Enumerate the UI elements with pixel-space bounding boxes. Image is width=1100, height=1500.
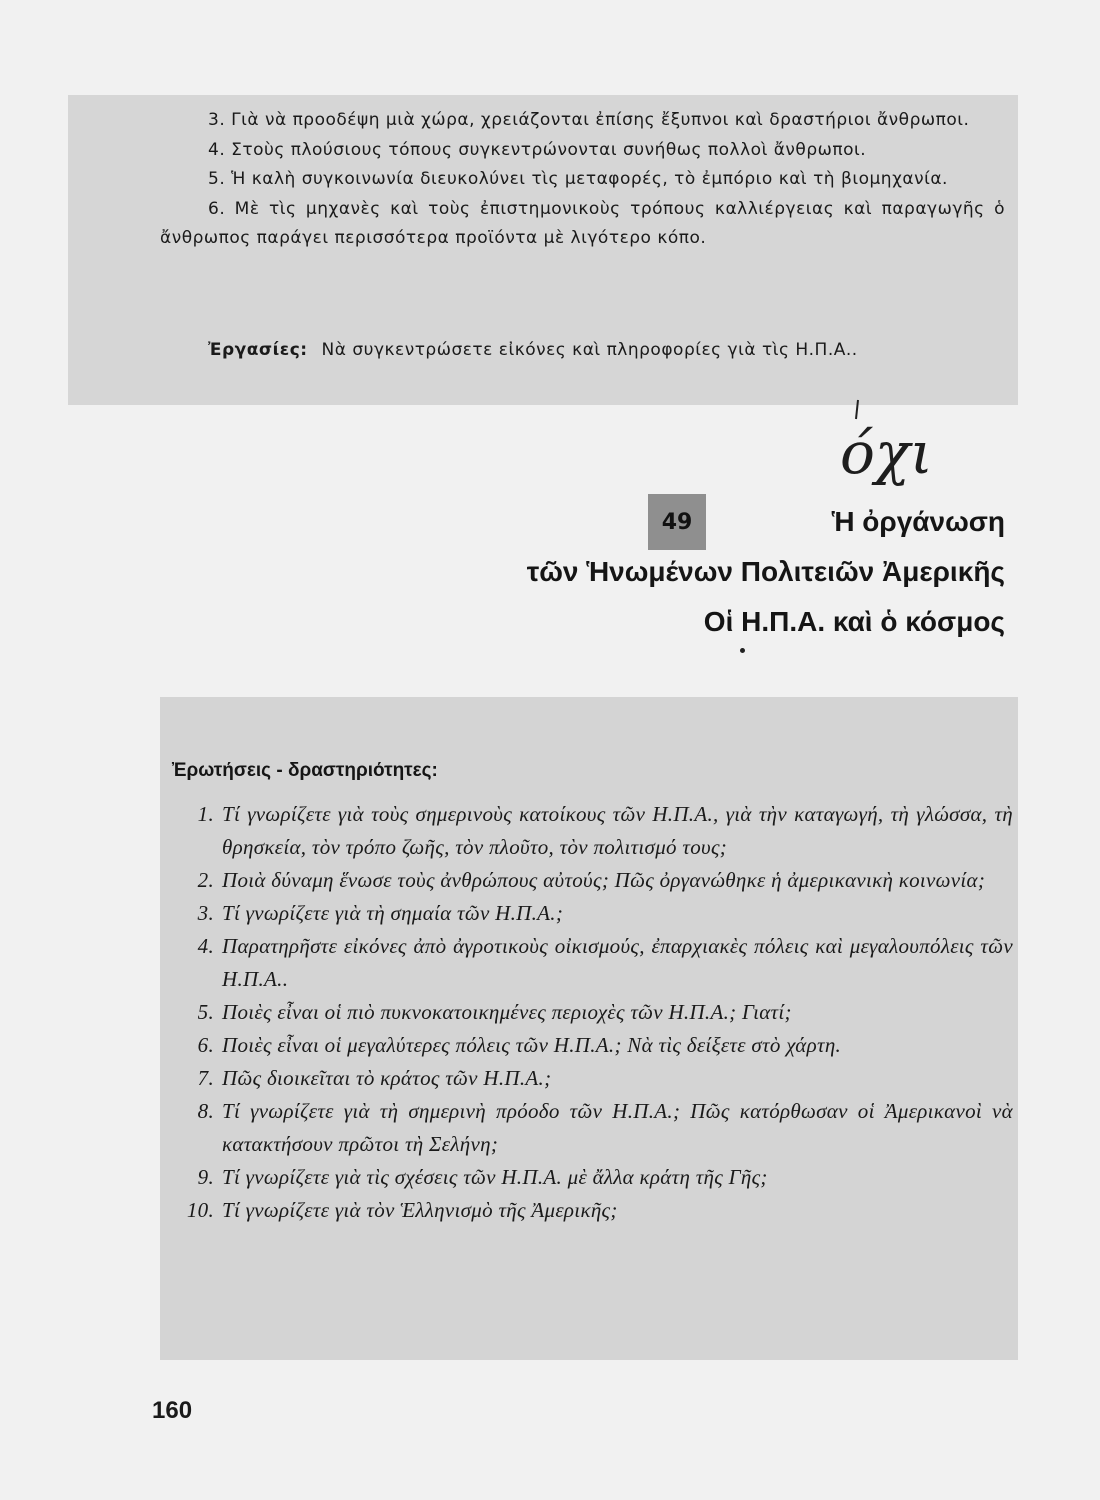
question-item: 5. Ποιὲς εἶναι οἱ πιὸ πυκνοκατοικημένες περιοχὲς τῶν Η.Π.Α.; Γιατί; (197, 1000, 792, 1024)
question-item: 7. Πῶς διοικεῖται τὸ κράτος τῶν Η.Π.Α.; (197, 1066, 552, 1090)
question-item: 1. Τί γνωρίζετε γιὰ τοὺς σημερινοὺς κατοίκους τῶν Η.Π.Α., γιὰ τὴν καταγωγή, τὴ γλώσσα, τὴ θρησκεία, τὸν τρόπο ζωῆς, τὸν πλοῦτο, τὸν πολιτισμό τους; (197, 802, 1013, 859)
intro-point-4: 4. Στοὺς πλούσιους τόπους συγκεντρώνονται συνήθως πολλοὶ ἄνθρωποι. (208, 139, 867, 160)
tasks-text: Νὰ συγκεντρώσετε εἰκόνες καὶ πληροφορίες γιὰ τὶς Η.Π.Α.. (321, 340, 858, 360)
chapter-title-line-2: τῶν Ἡνωμένων Πολιτειῶν Ἀμερικῆς (526, 556, 1005, 587)
questions-list (168, 798, 1013, 1227)
intro-point-5: 5. Ἡ καλὴ συγκοινωνία διευκολύνει τὶς μεταφορές, τὸ ἐμπόριο καὶ τὴ βιομηχανία. (208, 169, 948, 189)
stray-mark (740, 648, 745, 653)
chapter-title-line-3: Οἱ Η.Π.Α. καὶ ὁ κόσμος (703, 606, 1005, 637)
question-item: 4. Παρατηρῆστε εἰκόνες ἀπὸ ἀγροτικοὺς οἰκισμούς, ἐπαρχιακὲς πόλεις καὶ μεγαλουπόλεις τῶν Η.Π.Α.. (197, 934, 1013, 991)
question-item: 9. Τί γνωρίζετε γιὰ τὶς σχέσεις τῶν Η.Π.Α. μὲ ἄλλα κράτη τῆς Γῆς; (197, 1165, 768, 1189)
handwritten-tick (856, 400, 858, 419)
intro-point-6: 6. Μὲ τὶς μηχανὲς καὶ τοὺς ἐπιστημονικοὺς τρόπους καλλιέργειας καὶ παραγωγῆς ὁ ἄνθρωπος παράγει περισσότερα προϊόντα μὲ λιγότερο κόπο. (160, 198, 1005, 248)
tasks-label: Ἐργασίες: (208, 340, 308, 360)
questions-header: Ἐρωτήσεις - δραστηριότητες: (172, 760, 438, 781)
question-item: 10. Τί γνωρίζετε γιὰ τὸν Ἑλληνισμὸ τῆς Ἀμερικῆς; (186, 1198, 618, 1222)
intro-points (160, 106, 1005, 254)
chapter-number-badge: 49 (648, 494, 706, 550)
question-item: 8. Τί γνωρίζετε γιὰ τὴ σημερινὴ πρόοδο τῶν Η.Π.Α.; Πῶς κατόρθωσαν οἱ Ἀμερικανοὶ νὰ κατακτήσουν πρῶτοι τὴ Σελήνη; (197, 1099, 1013, 1156)
intro-point-3: 3. Γιὰ νὰ προοδέψη μιὰ χώρα, χρειάζονται ἐπίσης ἔξυπνοι καὶ δραστήριοι ἄνθρωποι. (208, 110, 970, 130)
page-number: 160 (152, 1397, 193, 1424)
question-item: 6. Ποιὲς εἶναι οἱ μεγαλύτερες πόλεις τῶν Η.Π.Α.; Νὰ τὶς δείξετε στὸ χάρτη. (197, 1033, 842, 1057)
handwritten-note (830, 395, 980, 490)
question-item: 2. Ποιὰ δύναμη ἕνωσε τοὺς ἀνθρώπους αὐτούς; Πῶς ὀργανώθηκε ἡ ἀμερικανικὴ κοινωνία; (197, 868, 986, 892)
chapter-title-line-1: Ἡ ὀργάνωση (831, 506, 1005, 537)
tasks-line (208, 340, 1018, 360)
handwritten-word: όχι (840, 419, 933, 487)
question-item: 3. Τί γνωρίζετε γιὰ τὴ σημαία τῶν Η.Π.Α.; (197, 901, 564, 925)
